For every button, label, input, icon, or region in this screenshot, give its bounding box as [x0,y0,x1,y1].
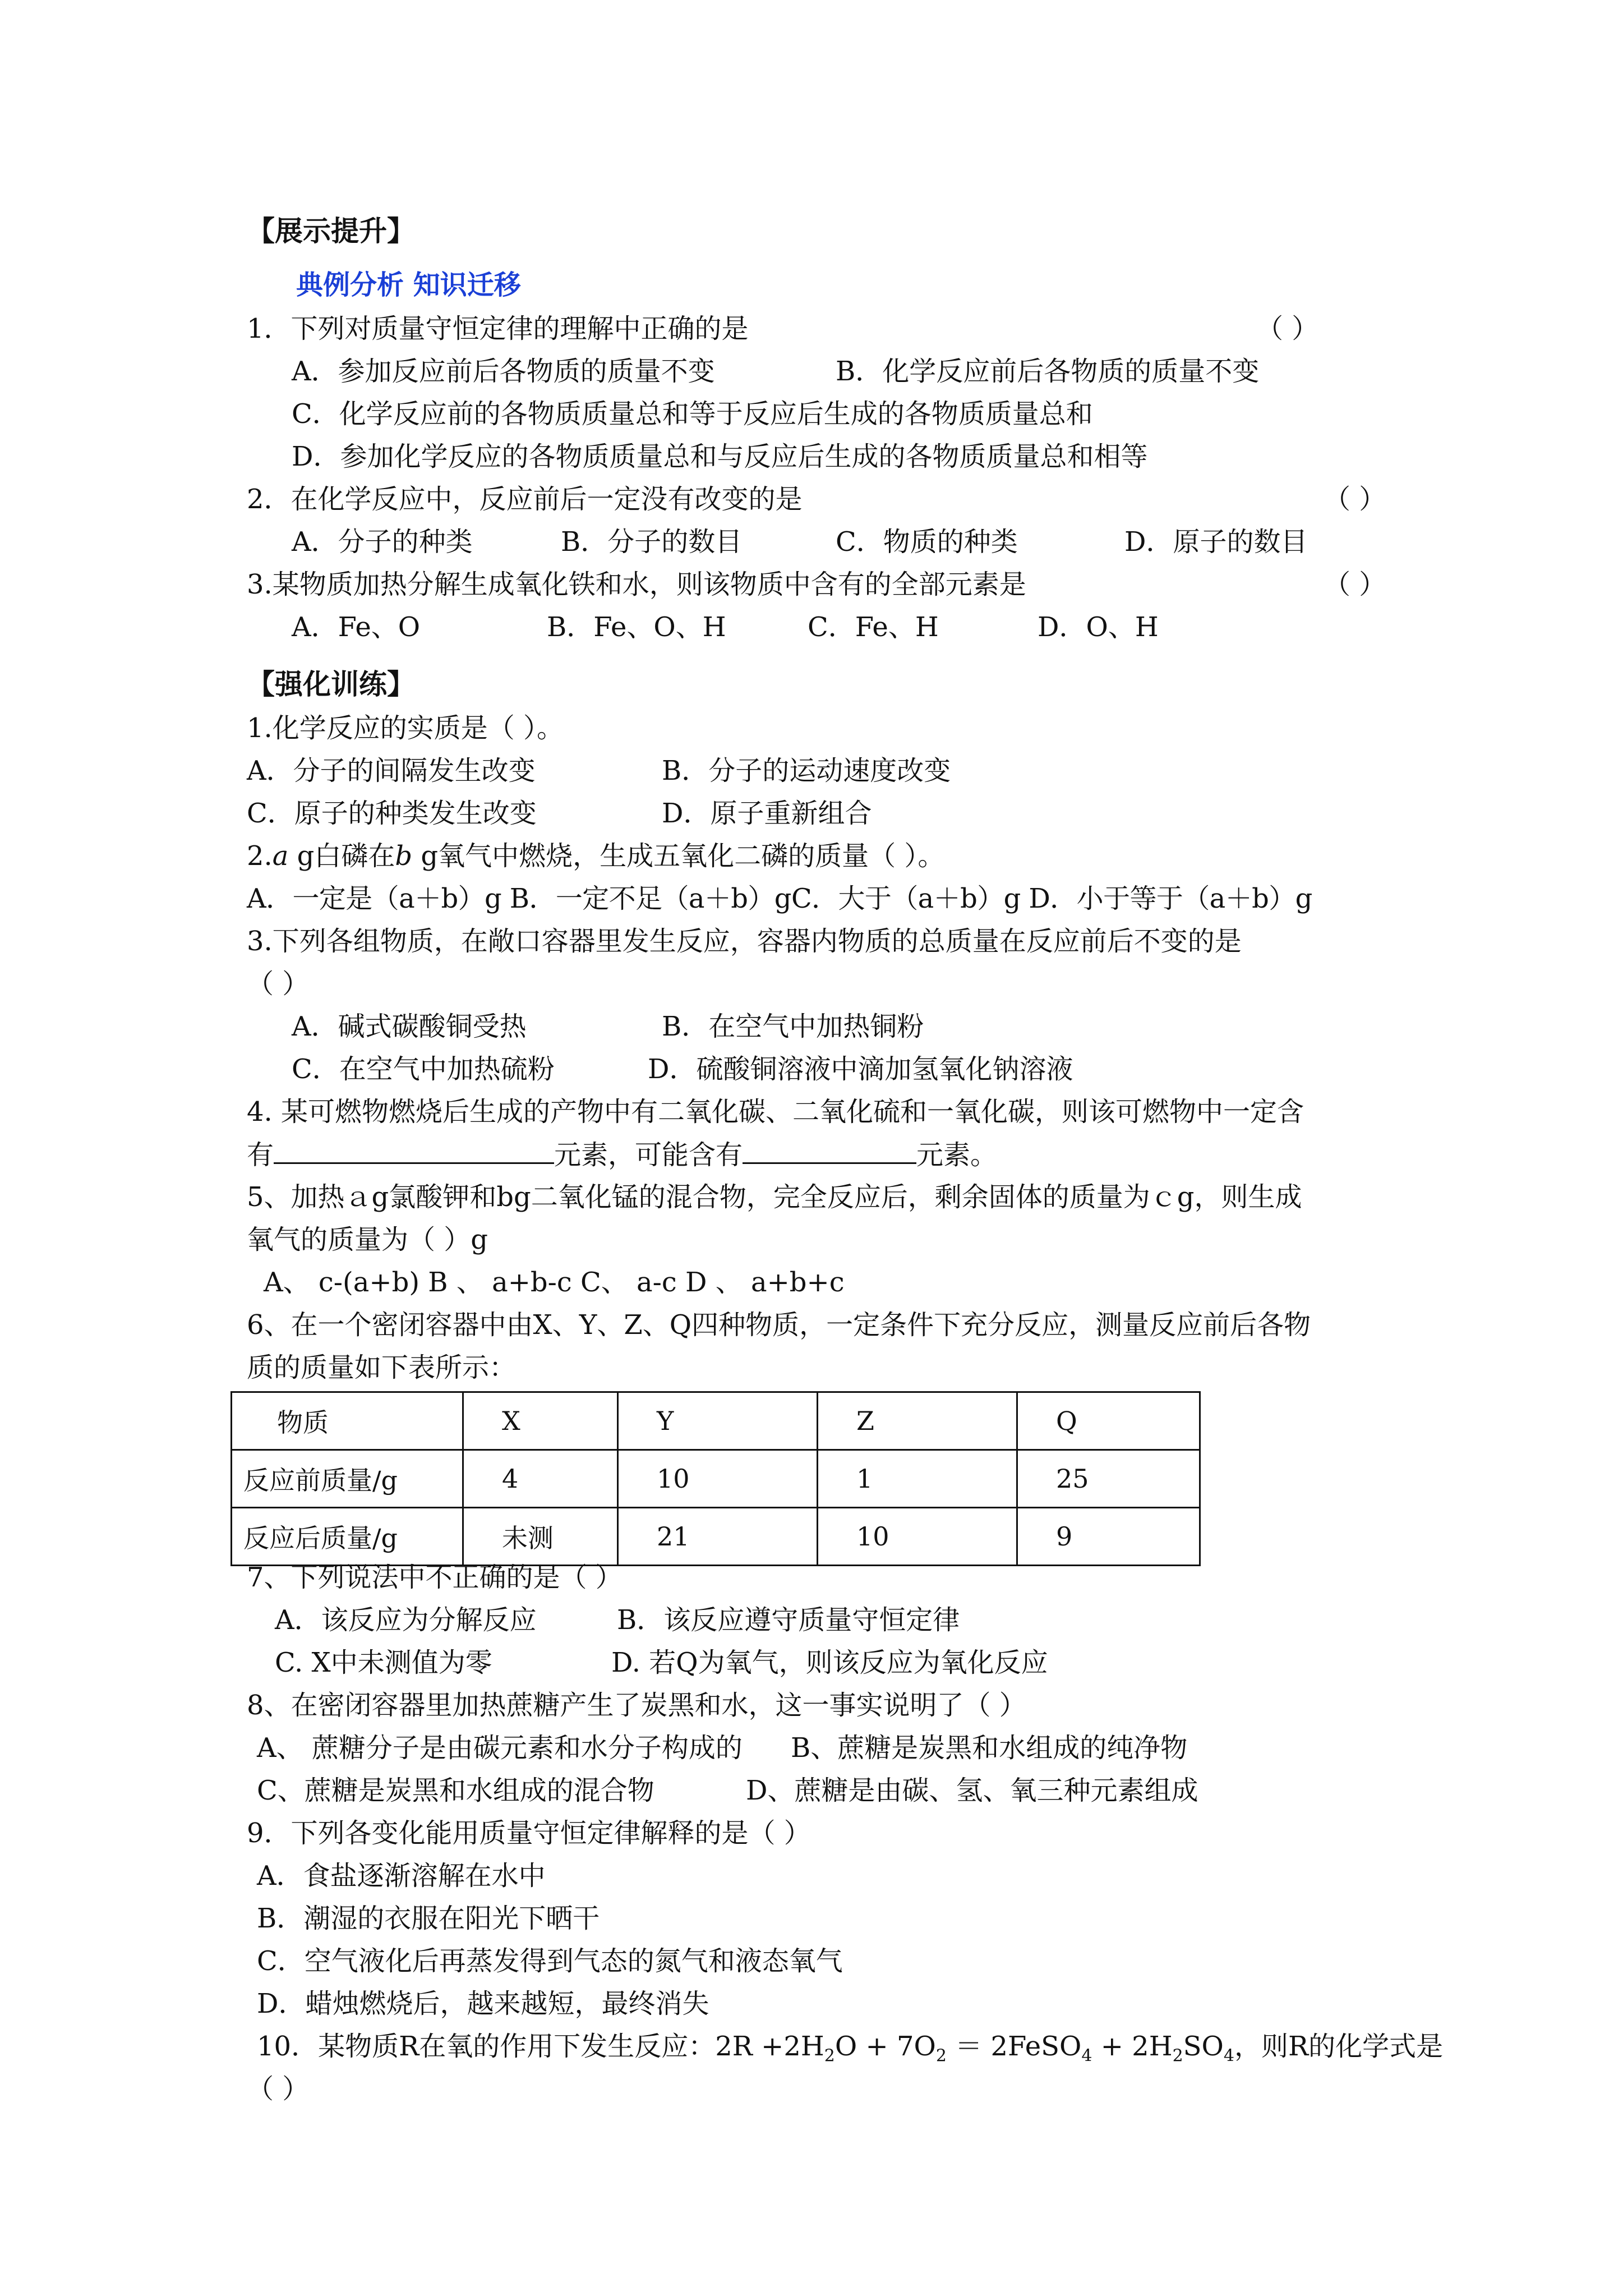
mass-table [230,1391,1201,1566]
t7-option-c: C. X中未测值为零 [275,1647,492,1678]
question-3: 3.某物质加热分解生成氧化铁和水，则该物质中含有的全部元素是 [247,569,1026,600]
train-question-4: 4. 某可燃物燃烧后生成的产物中有二氧化碳、二氧化硫和一氧化碳，则该可燃物中一定含 [247,1096,1304,1128]
t3-option-b: B．在空气中加热铜粉 [662,1011,924,1042]
q1-option-b: B．化学反应前后各物质的质量不变 [836,356,1260,387]
table-cell: 9 [1017,1508,1200,1566]
train-question-6: 6、在一个密闭容器中由X、Y、Z、Q四种物质，一定条件下充分反应，测量反应前后各物 [247,1309,1311,1341]
t9-option-a: A．食盐逐渐溶解在水中 [257,1860,546,1892]
question-1: 1．下列对质量守恒定律的理解中正确的是 [247,313,749,344]
table-cell: Q [1017,1392,1200,1450]
train-question-5-line2: 氧气的质量为（ ）g [247,1224,488,1255]
table-row [232,1450,1200,1508]
train-question-5: 5、加热ａg氯酸钾和bg二氧化锰的混合物，完全反应后，剩余固体的质量为ｃg，则生成 [247,1181,1302,1213]
table-row [232,1508,1200,1566]
t8-option-c: C、蔗糖是炭黑和水组成的混合物 [257,1775,654,1806]
table-cell: 未测 [463,1508,618,1566]
train-question-10-paren: （ ） [247,2073,310,2105]
table-cell: 21 [618,1508,818,1566]
train-question-10: 10．某物质R在氧的作用下发生反应：$2R +2H_2O + 7O_2$ ＝ 2FeSO$_4$ + $2H_2SO_4$，则R的化学式是 [257,2031,1444,2066]
table-cell: 10 [618,1450,818,1508]
q1-option-a: A．参加反应前后各物质的质量不变 [292,356,715,387]
t3-option-d: D．硫酸铜溶液中滴加氢氧化钠溶液 [648,1053,1073,1085]
t7-option-d: D. 若Q为氧气，则该反应为氧化反应 [611,1647,1048,1678]
question-1-paren: （ ） [1256,313,1319,344]
t9-option-d: D．蜡烛燃烧后，越来越短，最终消失 [257,1988,709,2019]
q1-option-c: C．化学反应前的各物质质量总和等于反应后生成的各物质质量总和 [292,398,1093,430]
table-cell: 1 [818,1450,1017,1508]
q2-option-b: B．分子的数目 [561,526,743,558]
t5-options: A、 c-(a+b) B 、 a+b-c C、 a-c D 、 a+b+c [264,1267,845,1298]
t1-option-d: D．原子重新组合 [662,798,872,829]
t9-option-b: B．潮湿的衣服在阳光下晒干 [257,1903,600,1934]
train-question-9: 9．下列各变化能用质量守恒定律解释的是（ ） [247,1818,811,1849]
section-heading-display: 【展示提升】 [247,214,415,247]
table-cell: 10 [818,1508,1017,1566]
table-cell: X [463,1392,618,1450]
t7-option-b: B．该反应遵守质量守恒定律 [617,1604,960,1636]
table-cell: Z [818,1392,1017,1450]
q1-option-d: D．参加化学反应的各物质质量总和与反应后生成的各物质质量总和相等 [292,441,1148,472]
train-question-4-blanks: 有 元素，可能含有 元素。 [247,1138,997,1172]
table-cell: 反应前质量/g [232,1450,463,1508]
section-heading-training: 【强化训练】 [247,668,415,701]
t9-option-c: C．空气液化后再蒸发得到气态的氮气和液态氧气 [257,1945,843,1977]
table-header-row [232,1392,1200,1450]
t1-option-a: A．分子的间隔发生改变 [247,755,536,786]
q2-option-d: D．原子的数目 [1124,526,1308,558]
q2-option-a: A．分子的种类 [292,526,473,558]
answer-blank-2[interactable] [743,1138,916,1164]
t1-option-c: C．原子的种类发生改变 [247,798,537,829]
t1-option-b: B．分子的运动速度改变 [662,755,951,786]
section-subheading: 典例分析 知识迁移 [296,269,521,301]
t3-option-c: C．在空气中加热硫粉 [292,1053,555,1085]
train-question-1: 1.化学反应的实质是（ ）。 [247,712,564,744]
question-3-paren: （ ） [1324,569,1386,600]
train-question-7: 7、下列说法中不正确的是（ ） [247,1562,623,1593]
t7-option-a: A．该反应为分解反应 [275,1604,537,1636]
train-question-3: 3.下列各组物质，在敞口容器里发生反应，容器内物质的总质量在反应前后不变的是 [247,926,1242,957]
answer-blank-1[interactable] [274,1138,554,1164]
table-cell: 4 [463,1450,618,1508]
train-question-6-line2: 质的质量如下表所示： [247,1352,517,1383]
q3-option-c: C．Fe、H [808,611,939,643]
question-2: 2．在化学反应中，反应前后一定没有改变的是 [247,484,803,515]
q3-option-b: B．Fe、O、H [547,611,726,643]
table-cell: 反应后质量/g [232,1508,463,1566]
t8-option-d: D、蔗糖是由碳、氢、氧三种元素组成 [746,1775,1198,1806]
t8-option-b: B、蔗糖是炭黑和水组成的纯净物 [791,1732,1188,1764]
q3-option-d: D．O、H [1038,611,1159,643]
t3-option-a: A．碱式碳酸铜受热 [292,1011,527,1042]
train-question-3-paren: （ ） [247,968,310,1000]
train-question-2: 2.a g白磷在b g氧气中燃烧，生成五氧化二磷的质量（ ）。 [247,840,945,872]
q3-option-a: A．Fe、O [292,611,421,643]
q2-option-c: C．物质的种类 [836,526,1018,558]
table-cell: 25 [1017,1450,1200,1508]
t2-options: A．一定是（a＋b）g B．一定不足（a＋b）gC．大于（a＋b）g D．小于等于（a＋b）g [247,883,1312,914]
table-cell: Y [618,1392,818,1450]
train-question-8: 8、在密闭容器里加热蔗糖产生了炭黑和水，这一事实说明了（ ） [247,1690,1026,1721]
table-cell: 物质 [232,1392,463,1450]
question-2-paren: （ ） [1324,484,1386,515]
t8-option-a: A、 蔗糖分子是由碳元素和水分子构成的 [257,1732,743,1764]
